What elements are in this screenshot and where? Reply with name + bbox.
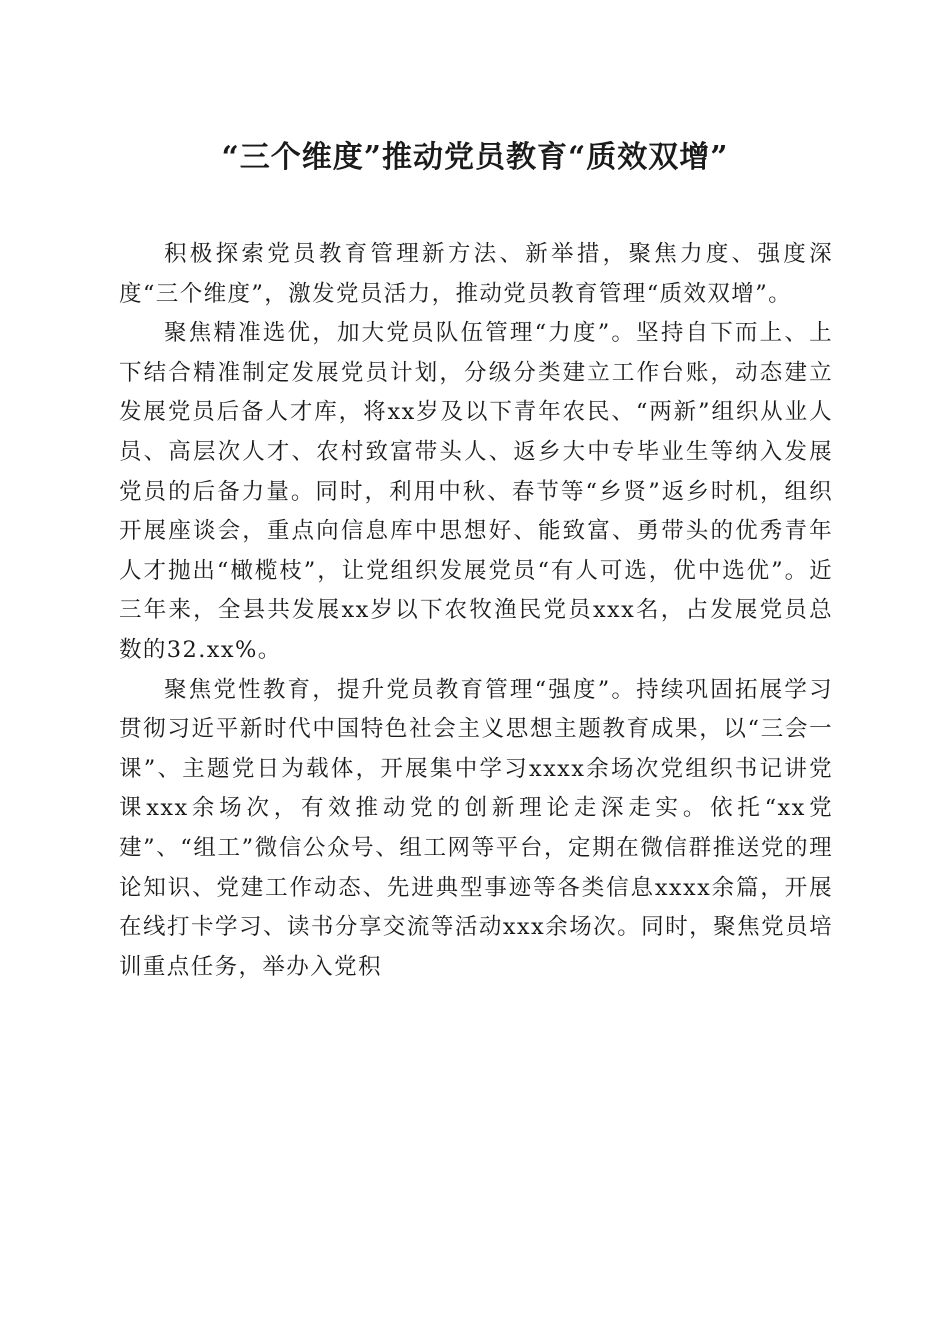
paragraph-party-education: 聚焦党性教育，提升党员教育管理“强度”。持续巩固拓展学习贯彻习近平新时代中国特色社会主义思想主题教育成果，以“三会一课”、主题党日为载体，开展集中学习xxxx余场次党组织书记讲党课xxx余场次，有效推动党的创新理论走深走实。依托“xx党建”、“组工”微信公众号、组工网等平台，定期在微信群推送党的理论知识、党建工作动态、先进典型事迹等各类信息xxxx余篇，开展在线打卡学习、读书分享交流等活动xxx余场次。同时，聚焦党员培训重点任务，举办入党积 — [119, 676, 833, 980]
paragraph-intro: 积极探索党员教育管理新方法、新举措，聚焦力度、强度深度“三个维度”，激发党员活力，推动党员教育管理“质效双增”。 — [119, 241, 833, 307]
document-body — [119, 235, 833, 987]
document-title: “三个维度”推动党员教育“质效双增” — [221, 140, 729, 175]
paragraph-recruitment: 聚焦精准选优，加大党员队伍管理“力度”。坚持自下而上、上下结合精准制定发展党员计划，分级分类建立工作台账，动态建立发展党员后备人才库，将xx岁及以下青年农民、“两新”组织从业人员、高层次人才、农村致富带头人、返乡大中专毕业生等纳入发展党员的后备力量。同时，利用中秋、春节等“乡贤”返乡时机，组织开展座谈会，重点向信息库中思想好、能致富、勇带头的优秀青年人才抛出“橄榄枝”，让党组织发展党员“有人可选，优中选优”。近三年来，全县共发展xx岁以下农牧渔民党员xxx名，占发展党员总数的32.xx%。 — [119, 320, 833, 663]
